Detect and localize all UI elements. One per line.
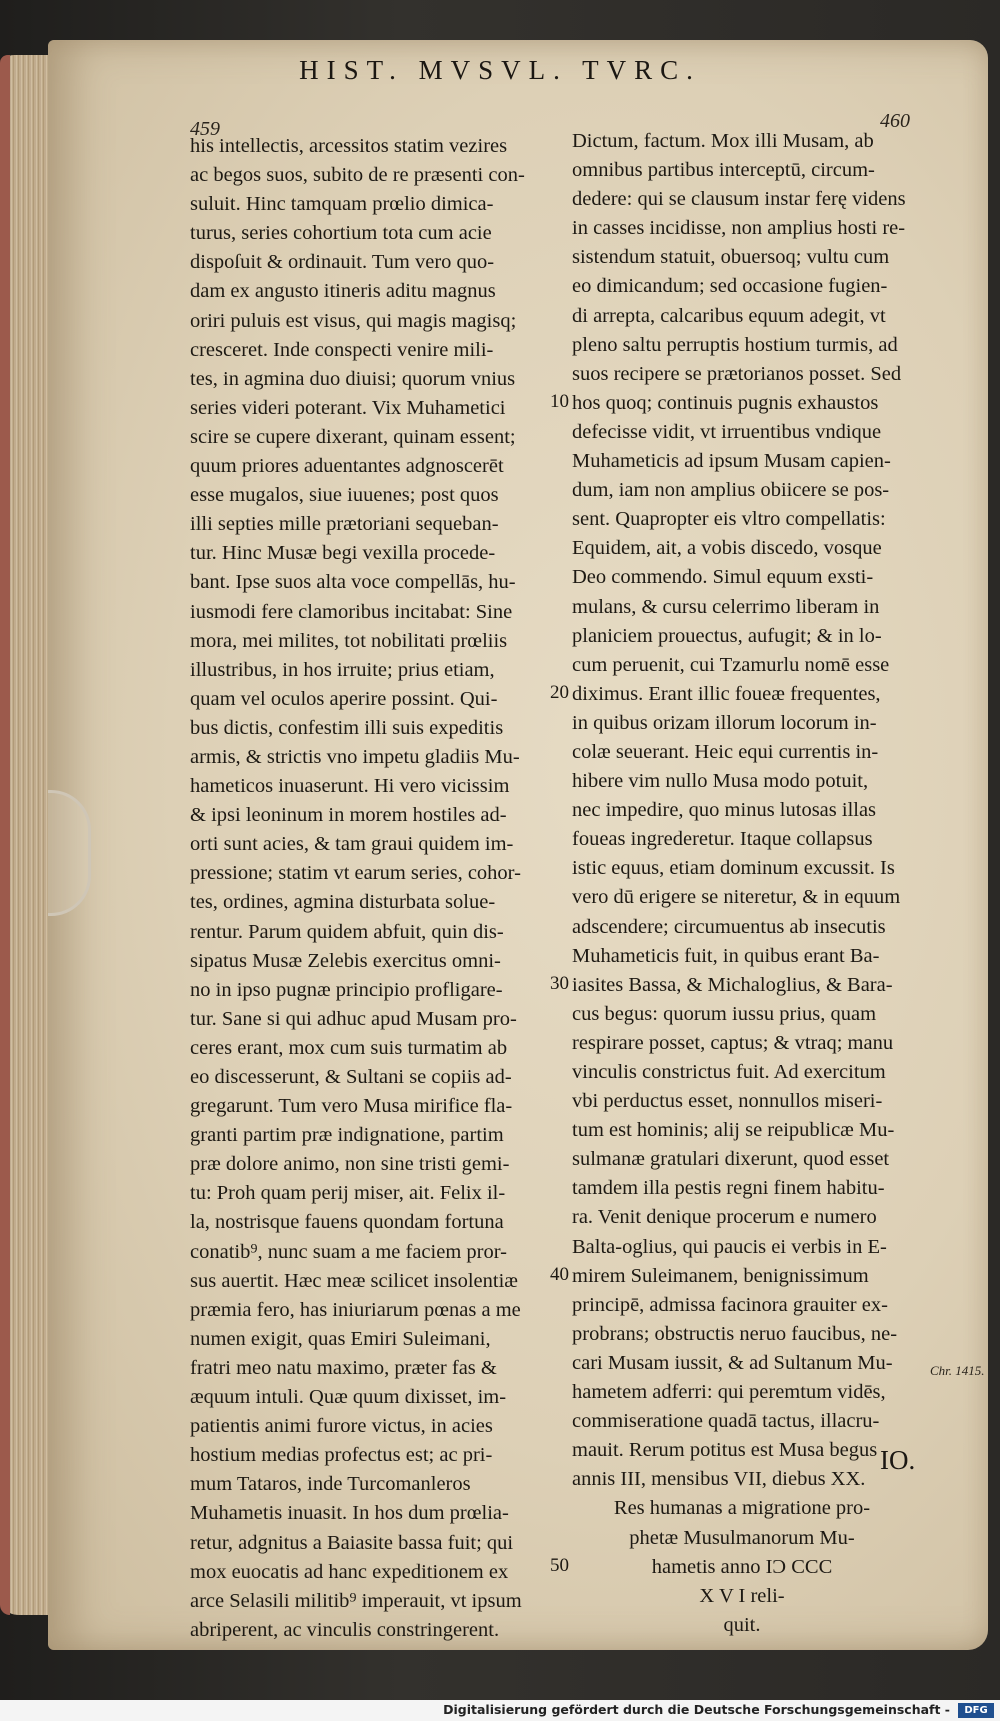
text-line: suluit. Hinc tamquam prœlio dimica- <box>190 193 494 216</box>
text-line: Equidem, ait, a vobis discedo, vosque <box>572 537 882 560</box>
text-line: in casses incidisse, non amplius hosti re- <box>572 217 906 240</box>
text-line: annis III, mensibus VII, diebus XX. <box>572 1468 866 1491</box>
text-line: fratri meo natu maximo, præter fas & <box>190 1356 497 1379</box>
text-line: quum priores aduentantes adgnoscerēt <box>190 455 504 478</box>
text-line: his intellectis, arcessitos statim vezires <box>190 135 508 157</box>
text-line: Muhametis inuasit. In hos dum prœlia- <box>190 1502 509 1525</box>
text-line: vinculis constrictus fuit. Ad exercitum <box>572 1061 886 1083</box>
text-line: tes, in agmina duo diuisi; quorum vnius <box>190 367 516 390</box>
text-line: retur, adgnitus a Baiasite bassa fuit; qui <box>190 1531 514 1554</box>
text-line: hibere vim nullo Musa modo potuit, <box>572 770 869 793</box>
text-line: foueas ingrederetur. Itaque collapsus <box>572 828 873 851</box>
text-line: cum peruenit, cui Tzamurlu nomē esse <box>572 653 890 676</box>
dfg-logo: DFG <box>958 1703 994 1718</box>
page-number-left: 459 <box>190 118 220 140</box>
text-line: no in ipso pugnæ principio profligare- <box>190 978 503 1001</box>
line-number: 50 <box>550 1554 569 1576</box>
text-line: tur. Hinc Musæ begi vexilla procede- <box>190 542 496 565</box>
closing-line: hametis anno ΙϽ CCC <box>651 1555 833 1578</box>
text-line: Dictum, factum. Mox illi Musam, ab <box>572 130 874 152</box>
right-text-column <box>572 127 922 1640</box>
text-line: probrans; obstructis neruo faucibus, ne- <box>572 1322 898 1345</box>
text-line: ac begos suos, subito de re præsenti con- <box>190 164 525 187</box>
text-line: sipatus Musæ Zelebis exercitus omni- <box>190 949 501 972</box>
text-line: mirem Suleimanem, benignissimum <box>572 1264 869 1287</box>
closing-line: phetæ Musulmanorum Mu- <box>629 1526 855 1549</box>
footer-credit: Digitalisierung gefördert durch die Deutsche Forschungsgemeinschaft - <box>443 1702 950 1717</box>
text-line: patientis animi furore victus, in acies <box>190 1415 493 1438</box>
text-line: conatib⁹, nunc suam a me faciem pror- <box>190 1240 507 1263</box>
running-head: HIST. MVSVL. TVRC. <box>299 55 701 85</box>
text-line: cresceret. Inde conspecti venire mili- <box>190 338 494 361</box>
text-line: iasites Bassa, & Michaloglius, & Bara- <box>572 973 893 996</box>
text-line: mora, mei milites, tot nobilitati prœliis <box>190 629 508 652</box>
text-line: sulmanæ gratulari dixerunt, quod esset <box>572 1148 890 1171</box>
text-line: la, nostrisque fauens quondam fortuna <box>190 1211 504 1234</box>
text-line: sistendum statuit, obuersoq; vultu cum <box>572 246 890 269</box>
text-line: pleno saltu perruptis hostium turmis, ad <box>572 333 898 356</box>
line-number: 40 <box>550 1263 569 1285</box>
text-line: adscendere; circumuentus ab insecutis <box>572 915 886 938</box>
text-line: cari Musam iussit, & ad Sultanum Mu- <box>572 1351 893 1374</box>
line-number: 20 <box>550 681 569 703</box>
page-number-right: 460 <box>880 110 910 132</box>
text-line: tur. Sane si qui adhuc apud Musam pro- <box>190 1007 517 1030</box>
text-line: eo dimicandum; sed occasione fugien- <box>572 275 888 298</box>
text-line: gregarunt. Tum vero Musa mirifice fla- <box>190 1095 513 1118</box>
text-line: tum est hominis; alij se reipublicæ Mu- <box>572 1119 895 1142</box>
text-line: dispoſuit & ordinauit. Tum vero quo- <box>190 251 495 274</box>
catchword: IO. <box>880 1445 916 1475</box>
text-line: in quibus orizam illorum locorum in- <box>572 711 877 734</box>
text-line: illi septies mille prætoriani sequeban- <box>190 513 499 536</box>
text-line: diximus. Erant illic foueæ frequentes, <box>572 682 881 705</box>
text-line: & ipsi leoninum in morem hostiles ad- <box>190 804 507 827</box>
text-line: dam ex angusto itineris aditu magnus <box>190 280 496 303</box>
text-line: mum Tataros, inde Turcomanleros <box>190 1473 471 1496</box>
left-text-column <box>190 132 550 1645</box>
text-line: ceres erant, mox cum suis turmatim ab <box>190 1036 508 1059</box>
text-line: numen exigit, quas Emiri Suleimani, <box>190 1327 491 1350</box>
text-line: oriri puluis est visus, qui magis magisq; <box>190 309 517 332</box>
text-line: arce Selasili militib⁹ imperauit, vt ipsum <box>190 1589 522 1612</box>
text-line: cus begus: quorum iussu prius, quam <box>572 1002 877 1025</box>
closing-line: quit. <box>723 1613 761 1636</box>
text-line: quam vel oculos aperire possint. Qui- <box>190 687 498 710</box>
text-line: granti partim præ indignatione, partim <box>190 1124 504 1147</box>
text-line: tes, ordines, agmina disturbata solue- <box>190 891 496 914</box>
text-line: orti sunt acies, & tam graui quidem im- <box>190 833 514 856</box>
text-line: mulans, & cursu celerrimo liberam in <box>572 595 880 618</box>
text-line: istic equus, etiam dominum excussit. Is <box>572 857 895 880</box>
text-line: mox euocatis ad hanc expeditionem ex <box>190 1560 509 1583</box>
text-line: eo discesserunt, & Sultani se copiis ad- <box>190 1066 512 1088</box>
red-page-edge <box>0 55 10 1615</box>
text-line: dum, iam non amplius obiicere se pos- <box>572 479 890 502</box>
text-line: Muhameticis ad ipsum Musam capien- <box>572 450 891 473</box>
text-line: series videri poterant. Vix Muhametici <box>190 396 506 419</box>
text-line: bant. Ipse suos alta voce compellās, hu- <box>190 571 516 594</box>
text-line: illustribus, in hos irruite; prius etiam, <box>190 658 495 681</box>
text-line: omnibus partibus interceptū, circum- <box>572 159 875 182</box>
text-line: bus dictis, confestim illi suis expeditis <box>190 716 504 739</box>
text-line: sent. Quapropter eis vltro compellatis: <box>572 508 886 531</box>
text-line: mauit. Rerum potitus est Musa begus <box>572 1439 878 1462</box>
text-line: ra. Venit denique procerum e numero <box>572 1206 877 1229</box>
text-line: tamdem illa pestis regni finem habitu- <box>572 1177 885 1200</box>
text-line: esse mugalos, siue iuuenes; post quos <box>190 484 499 507</box>
line-number: 10 <box>550 390 569 412</box>
text-line: nec impedire, quo minus lutosas illas <box>572 799 877 822</box>
text-line: dedere: qui se clausum instar ferę videns <box>572 188 906 211</box>
text-line: rentur. Parum quidem abfuit, quin dis- <box>190 920 504 943</box>
closing-line: Res humanas a migratione pro- <box>613 1497 871 1520</box>
text-line: colæ seuerant. Heic equi currentis in- <box>572 740 879 763</box>
text-line: præmia fero, has iniuriarum pœnas a me <box>190 1298 521 1321</box>
text-line: respirare posset, captus; & vtraq; manu <box>572 1031 894 1054</box>
text-line: iusmodi fere clamoribus incitabat: Sine <box>190 600 513 623</box>
text-line: æquum intuli. Quæ quum dixisset, im- <box>190 1386 507 1409</box>
text-line: sus auertit. Hæc meæ scilicet insolentiæ <box>190 1269 518 1292</box>
text-line: Muhameticis fuit, in quibus erant Ba- <box>572 944 880 967</box>
text-line: di arrepta, calcaribus equum adegit, vt <box>572 304 886 327</box>
text-line: abriperent, ac vinculis constringerent. <box>190 1618 500 1641</box>
text-line: armis, & strictis vno impetu gladiis Mu- <box>190 745 520 768</box>
text-line: defecisse vidit, vt irruentibus vndique <box>572 420 882 443</box>
text-line: Deo commendo. Simul equum exsti- <box>572 566 874 589</box>
text-line: commiseratione quadā tactus, illacru- <box>572 1410 880 1433</box>
text-line: Balta-oglius, qui paucis ei verbis in E- <box>572 1235 887 1258</box>
line-number: 30 <box>550 972 569 994</box>
text-line: planiciem prouectus, aufugit; & in lo- <box>572 624 882 647</box>
text-line: hameticos inuaserunt. Hi vero vicissim <box>190 775 510 798</box>
text-line: præ dolore animo, non sine tristi gemi- <box>190 1153 510 1176</box>
text-line: tu: Proh quam perij miser, ait. Felix il- <box>190 1182 506 1205</box>
text-line: hos quoq; continuis pugnis exhaustos <box>572 391 879 414</box>
text-line: vero dū erigere se niteretur, & in equum <box>572 886 901 909</box>
text-line: scire se cupere dixerant, quinam essent; <box>190 425 516 448</box>
paper-clip-icon <box>48 790 91 916</box>
text-line: pressione; statim vt earum series, cohor- <box>190 862 521 885</box>
text-line: turus, series cohortium tota cum acie <box>190 222 492 245</box>
marginal-note: Chr. 1415. <box>930 1363 985 1378</box>
text-line: vbi perductus esset, nonnullos miseri- <box>572 1090 883 1113</box>
text-line: principē, admissa facinora grauiter ex- <box>572 1293 888 1316</box>
text-line: hostium medias profectus est; ac pri- <box>190 1444 493 1467</box>
text-line: suos recipere se prætorianos posset. Sed <box>572 362 902 385</box>
text-line: hametem adferri: qui peremtum vidēs, <box>572 1381 886 1404</box>
closing-line: X V I reli- <box>699 1584 785 1607</box>
